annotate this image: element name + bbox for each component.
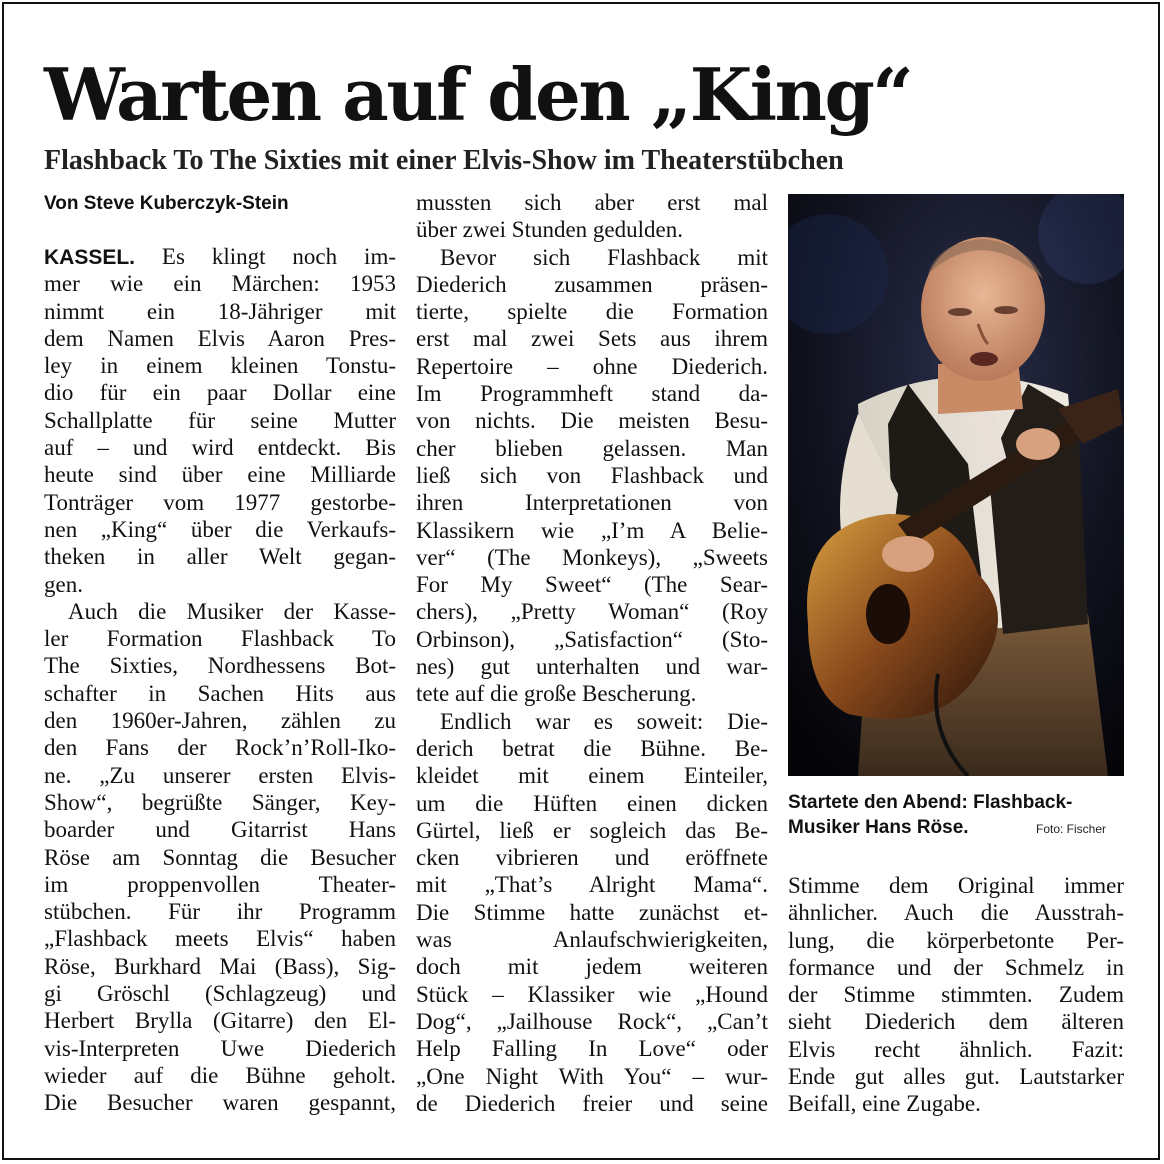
text-line: dem Namen Elvis Aaron Pres- (44, 325, 396, 351)
text-line: cken vibrieren und eröffnete (416, 845, 768, 871)
text-line: Endlich war es soweit: Die- (440, 708, 768, 734)
newspaper-clipping (2, 2, 1160, 1160)
text-line: erst mal zwei Sets aus ihrem (416, 326, 768, 352)
text-line: Help Falling In Love“ oder (416, 1036, 768, 1062)
text-line: was Anlaufschwierigkeiten, (416, 927, 768, 953)
text-line: chers), „Pretty Woman“ (Roy (416, 599, 768, 625)
dateline: KASSEL. (44, 246, 136, 269)
article-column-1 (44, 243, 396, 1117)
headline: Warten auf den „King“ (44, 52, 912, 137)
text-line: Im Programmheft stand da- (416, 381, 768, 407)
text-line: Elvis recht ähnlich. Fazit: (788, 1036, 1124, 1062)
text-line: Beifall, eine Zugabe. (788, 1091, 981, 1117)
text-line: Stück – Klassiker wie „Hound (416, 981, 768, 1007)
text-line: formance und der Schmelz in (788, 954, 1124, 980)
text-line: Schallplatte für seine Mutter (44, 407, 396, 433)
text-line: „One Night With You“ – wur- (416, 1063, 768, 1089)
text-line: doch mit jedem weiteren (416, 954, 768, 980)
photo-credit: Foto: Fischer (1036, 822, 1107, 836)
text-line: der Stimme stimmten. Zudem (788, 982, 1124, 1008)
text-line: nes) gut unterhalten und war- (416, 654, 768, 680)
text-line: „Flashback meets Elvis“ haben (44, 926, 396, 952)
text-line: The Sixties, Nordhessens Bot- (44, 653, 396, 679)
text-line: Ende gut alles gut. Lautstarker (788, 1064, 1124, 1090)
text-line: den Fans der Rock’n’Roll-Iko- (44, 735, 396, 761)
article-column-2 (416, 189, 768, 1117)
text-line: Röse, Burkhard Mai (Bass), Sig- (44, 953, 396, 979)
text-line: um die Hüften einen dicken (416, 790, 768, 816)
text-line: theken in aller Welt gegan- (44, 544, 396, 570)
text-line: de Diederich freier und seine (416, 1090, 768, 1116)
text-line: von nichts. Die meisten Besu- (416, 408, 768, 434)
text-line: vis-Interpreten Uwe Diederich (44, 1035, 396, 1061)
text-line: ver“ (The Monkeys), „Sweets (416, 544, 768, 570)
text-line: Dog“, „Jailhouse Rock“, „Can’t (416, 1008, 768, 1034)
text-line: ließ sich von Flashback und (416, 462, 768, 488)
article-photo (788, 194, 1124, 776)
text-line: im proppenvollen Theater- (44, 871, 396, 897)
caption-line: Startete den Abend: Flashback- (788, 792, 1073, 813)
text-line: cher blieben gelassen. Man (416, 435, 768, 461)
subheadline: Flashback To The Sixties mit einer Elvis-Show im Theaterstübchen (44, 145, 844, 176)
text-line: schafter in Sachen Hits aus (44, 680, 396, 706)
caption-line: Musiker Hans Röse. (788, 817, 969, 838)
text-line: ihren Interpretationen von (416, 490, 768, 516)
text-line: Herbert Brylla (Gitarre) den El- (44, 1008, 396, 1034)
text-line: kleidet mit einem Einteiler, (416, 763, 768, 789)
text-line: stübchen. Für ihr Programm (44, 899, 396, 925)
text-line: boarder und Gitarrist Hans (44, 817, 396, 843)
text-line: Die Besucher waren gespannt, (44, 1090, 396, 1116)
text-line: auf – und wird entdeckt. Bis (44, 435, 396, 461)
text-line: lung, die körperbetonte Per- (788, 927, 1124, 953)
text-line: Show“, begrüßte Sänger, Key- (44, 789, 396, 815)
text-line: nimmt ein 18-Jähriger mit (44, 298, 396, 324)
text-line: gen. (44, 571, 83, 597)
text-line: tete auf die große Bescherung. (416, 681, 697, 707)
text-line: ähnlicher. Auch die Ausstrah- (788, 900, 1124, 926)
text-line: dio für ein paar Dollar eine (44, 380, 396, 406)
text-line: über zwei Stunden gedulden. (416, 217, 683, 243)
text-line: Die Stimme hatte zunächst et- (416, 899, 768, 925)
text-line: Auch die Musiker der Kasse- (68, 598, 396, 624)
text-line: mit „That’s Alright Mama“. (416, 872, 768, 898)
text-line: Repertoire – ohne Diederich. (416, 353, 768, 379)
text-line: Diederich zusammen präsen- (416, 271, 768, 297)
byline: Von Steve Kuberczyk-Stein (44, 193, 289, 214)
text-line: mussten sich aber erst mal (416, 190, 768, 215)
text-line: Orbinson), „Satisfaction“ (Sto- (416, 626, 768, 652)
text-line: ne. „Zu unserer ersten Elvis- (44, 762, 396, 788)
text-line: mer wie ein Märchen: 1953 (44, 271, 396, 297)
text-line: Bevor sich Flashback mit (440, 244, 768, 270)
text-line: Röse am Sonntag die Besucher (44, 844, 396, 870)
text-line: heute sind über eine Milliarde (44, 462, 396, 488)
text-line: Tonträger vom 1977 gestorbe- (44, 489, 396, 515)
photo-musician-with-guitar (788, 194, 1124, 776)
text-line: Stimme dem Original immer (788, 873, 1124, 898)
text-line: ler Formation Flashback To (44, 626, 396, 652)
text-line: Klassikern wie „I’m A Belie- (416, 517, 768, 543)
text-line: derich betrat die Bühne. Be- (416, 735, 768, 761)
text-line: den 1960er-Jahren, zählen zu (44, 708, 396, 734)
text-line: gi Gröschl (Schlagzeug) und (44, 981, 396, 1007)
text-line: nen „King“ über die Verkaufs- (44, 516, 396, 542)
text-line: wieder auf die Bühne geholt. (44, 1062, 396, 1088)
text-line: For My Sweet“ (The Sear- (416, 572, 768, 598)
text-line: sieht Diederich dem älteren (788, 1009, 1124, 1035)
text-line: Gürtel, ließ er sogleich das Be- (416, 817, 768, 843)
text-line: ley in einem kleinen Tonstu- (44, 353, 396, 379)
text-line: KASSEL. Es klingt noch im- (44, 244, 396, 269)
article-column-3 (788, 872, 1124, 1118)
text-line: tierte, spielte die Formation (416, 299, 768, 325)
